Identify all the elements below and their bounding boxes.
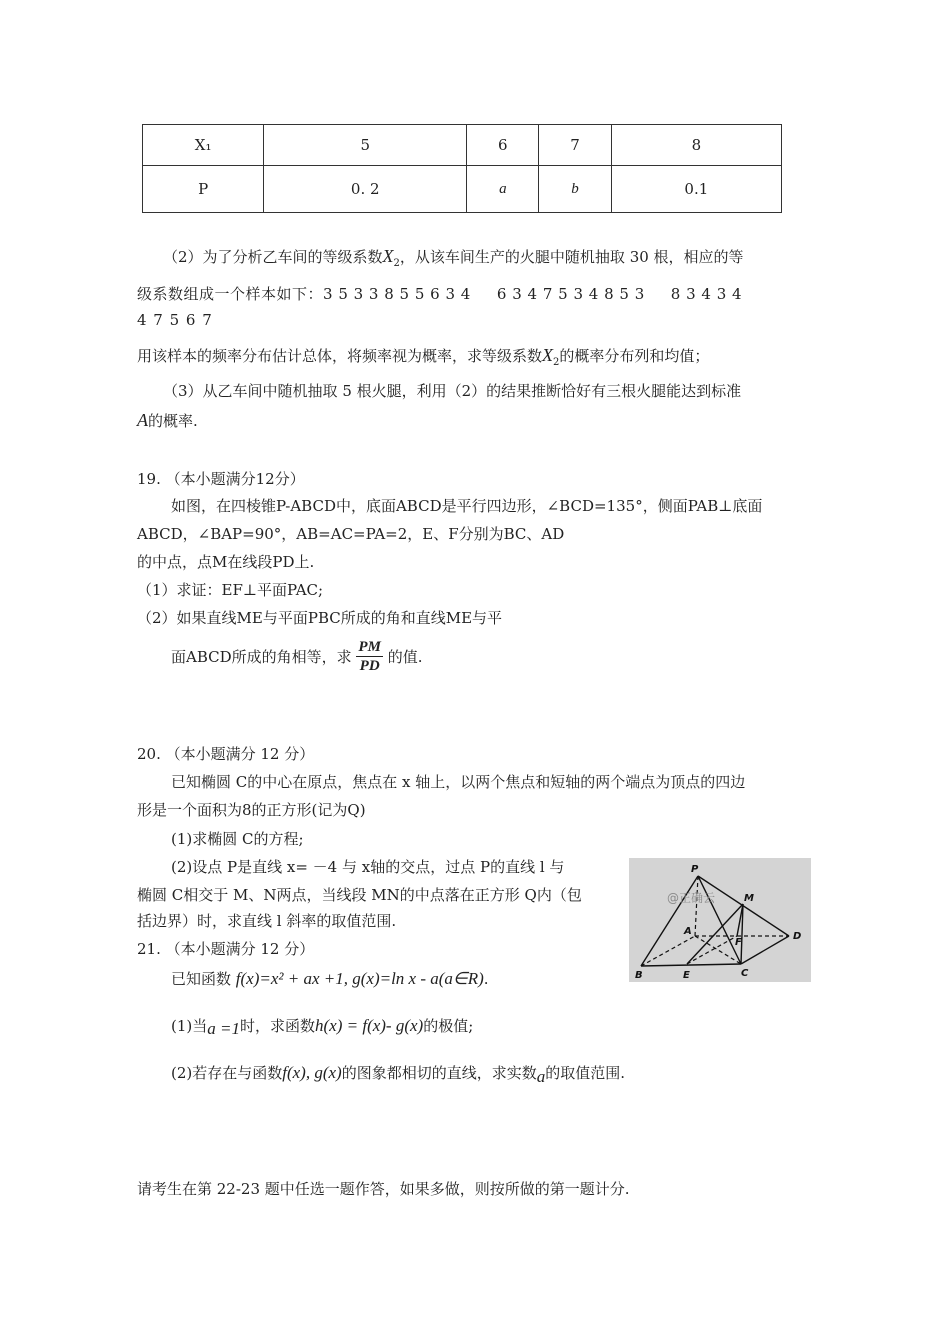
variable: X xyxy=(542,345,554,365)
text: 的概率分布列和均值； xyxy=(559,347,710,365)
q21-line xyxy=(171,1062,625,1087)
table-row xyxy=(143,125,782,166)
text: 已知函数 xyxy=(171,970,232,988)
q20-heading: 20. （本小题满分 12 分） xyxy=(137,745,315,763)
formula: f(x), g(x) xyxy=(282,1063,342,1082)
table-cell: X₁ xyxy=(143,125,264,166)
distribution-table xyxy=(142,124,782,213)
table-cell: b xyxy=(539,166,611,213)
vertex-label: A xyxy=(684,926,692,937)
q20-line: 椭圆 C相交于 M、N两点，当线段 MN的中点落在正方形 Q内（包 xyxy=(137,886,582,904)
pyramid-diagram xyxy=(629,858,811,982)
q20-line: 括边界）时，求直线 l 斜率的取值范围. xyxy=(137,912,397,930)
q18-part2-line4 xyxy=(137,345,709,368)
q20-line: 已知椭圆 C的中心在原点，焦点在 x 轴上，以两个焦点和短轴的两个端点为顶点的四边 xyxy=(171,773,746,791)
q18-sample-line: 级系数组成一个样本如下：3 5 3 3 8 5 5 6 3 4 6 3 4 7 5 3 4 8 5 3 8 3 4 3 4 xyxy=(137,285,743,303)
q19-line: （2）如果直线ME与平面PBC所成的角和直线ME与平 xyxy=(137,609,503,627)
q20-line: (2)设点 P是直线 x= －4 与 x轴的交点，过点 P的直线 l 与 xyxy=(171,858,565,876)
q21-line xyxy=(171,968,489,989)
text: 的图象都相切的直线，求实数 xyxy=(341,1064,537,1082)
text: 面ABCD所成的角相等，求 xyxy=(171,648,352,666)
vertex-label: B xyxy=(635,970,643,981)
pyramid-figure xyxy=(629,858,811,982)
variable: a xyxy=(536,1067,546,1086)
selection-note: 请考生在第 22-23 题中任选一题作答，如果多做，则按所做的第一题计分. xyxy=(137,1180,630,1198)
table-cell: 6 xyxy=(467,125,539,166)
variable: X xyxy=(382,246,394,266)
text: . xyxy=(483,970,489,988)
vertex-label: E xyxy=(683,970,690,981)
text: 的取值范围. xyxy=(545,1064,626,1082)
watermark: @正确云 xyxy=(667,891,716,905)
q21-heading: 21. （本小题满分 12 分） xyxy=(137,940,315,958)
subscript: 2 xyxy=(393,258,400,269)
text: (2)若存在与函数 xyxy=(171,1064,283,1082)
fraction-denominator: PD xyxy=(359,658,380,674)
fraction-numerator: PM xyxy=(358,639,381,655)
table-cell: 0. 2 xyxy=(264,166,467,213)
table-cell: P xyxy=(143,166,264,213)
text: 的值. xyxy=(387,648,423,666)
table-cell: a xyxy=(467,166,539,213)
q19-line: 的中点，点M在线段PD上. xyxy=(137,553,315,571)
q20-line: 形是一个面积为8的正方形(记为Q) xyxy=(137,801,366,819)
table-cell: 7 xyxy=(539,125,611,166)
text: （2）为了分析乙车间的等级系数 xyxy=(163,248,383,266)
text: 的极值; xyxy=(423,1017,474,1035)
q19-line: （1）求证：EF⊥平面PAC; xyxy=(137,581,324,599)
vertex-label: M xyxy=(744,893,754,904)
formula: a =1 xyxy=(207,1019,240,1038)
q19-heading: 19. （本小题满分12分） xyxy=(137,470,305,488)
fraction xyxy=(356,638,383,675)
text: 用该样本的频率分布估计总体，将频率视为概率，求等级系数 xyxy=(137,347,543,365)
text: 的概率. xyxy=(148,412,198,430)
q21-line xyxy=(171,1015,473,1039)
vertex-label: C xyxy=(741,968,749,979)
subscript: 2 xyxy=(553,357,560,368)
text: ，从该车间生产的火腿中随机抽取 30 根，相应的等 xyxy=(399,248,744,266)
text: (1)当 xyxy=(171,1017,208,1035)
q19-line xyxy=(171,638,422,675)
table-cell: 8 xyxy=(611,125,781,166)
q20-line: (1)求椭圆 C的方程; xyxy=(171,830,304,848)
q18-part3-line2 xyxy=(137,410,198,431)
variable: A xyxy=(137,410,148,430)
q18-part3-line1: （3）从乙车间中随机抽取 5 根火腿，利用（2）的结果推断恰好有三根火腿能达到标准 xyxy=(163,382,742,400)
vertex-label: P xyxy=(691,864,699,875)
q19-line: 如图，在四棱锥P-ABCD中，底面ABCD是平行四边形，∠BCD=135°，侧面PAB⊥底面 xyxy=(171,497,763,515)
q18-part2-line1 xyxy=(163,246,744,269)
table-cell: 5 xyxy=(264,125,467,166)
table-row xyxy=(143,166,782,213)
vertex-label: D xyxy=(793,931,802,942)
vertex-label: F xyxy=(735,937,742,948)
q19-line: ABCD，∠BAP=90°，AB=AC=PA=2，E、F分别为BC、AD xyxy=(137,525,565,543)
text: 时，求函数 xyxy=(239,1017,315,1035)
formula: f(x)=x² + ax +1, g(x)=ln x - a(a∈R) xyxy=(235,969,484,988)
q18-sample-line: 4 7 5 6 7 xyxy=(137,311,213,329)
table-cell: 0.1 xyxy=(611,166,781,213)
formula: h(x) = f(x)- g(x) xyxy=(315,1016,424,1035)
